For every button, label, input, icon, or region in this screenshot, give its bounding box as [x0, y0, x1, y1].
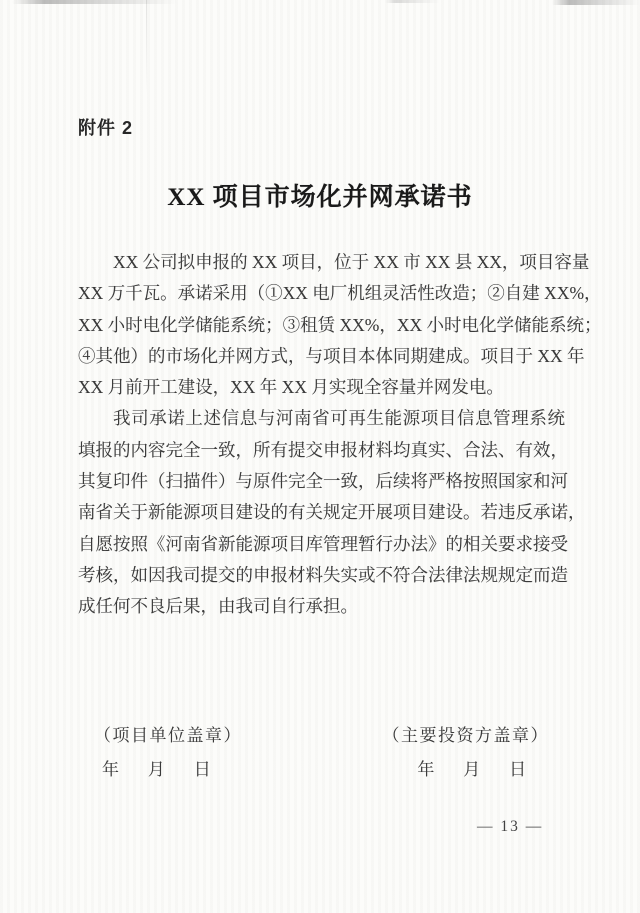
body-line: XX 公司拟申报的 XX 项目，位于 XX 市 XX 县 XX，项目容量	[113, 252, 590, 272]
project-unit-stamp-label: （项目单位盖章）	[94, 726, 242, 745]
document-title: XX 项目市场化并网承诺书	[167, 184, 473, 211]
attachment-label: 附件 2	[78, 118, 134, 138]
project-unit-date-line: 年 月 日	[102, 760, 217, 779]
body-line: 填报的内容完全一致，所有提交申报材料均真实、合法、有效，	[78, 439, 568, 460]
body-line: 南省关于新能源项目建设的有关规定开展项目建设。若违反承诺，	[78, 502, 586, 523]
body-line: 考核，如因我司提交的申报材料失实或不符合法律法规规定而造	[78, 564, 568, 585]
main-investor-stamp-label: （主要投资方盖章）	[382, 726, 549, 745]
page-number: — 13 —	[477, 818, 544, 835]
body-line: 其复印件（扫描件）与原件完全一致，后续将严格按照国家和河	[78, 471, 568, 492]
project-unit-signature-block	[94, 726, 242, 780]
signature-section	[78, 726, 565, 780]
body-line: XX 小时电化学储能系统；③租赁 XX%，XX 小时电化学储能系统；	[78, 314, 602, 335]
body-line: 我司承诺上述信息与河南省可再生能源项目信息管理系统	[113, 408, 565, 429]
body-line: 自愿按照《河南省新能源项目库管理暂行办法》的相关要求接受	[78, 533, 568, 554]
scan-artifact-top-right	[552, 0, 640, 5]
main-investor-date-line: 年 月 日	[417, 760, 533, 779]
body-line: ④其他）的市场化并网方式，与项目本体同期建成。项目于 XX 年	[78, 345, 585, 366]
scan-artifact-vertical-line	[146, 0, 147, 95]
body-text	[78, 247, 602, 623]
scan-artifact-top-left	[12, 0, 177, 4]
body-line: XX 月前开工建设，XX 年 XX 月实现全容量并网发电。	[78, 377, 504, 398]
main-investor-signature-block	[383, 726, 550, 780]
body-line: XX 万千瓦。承诺采用（①XX 电厂机组灵活性改造；②自建 XX%，	[78, 283, 602, 304]
body-line: 成任何不良后果，由我司自行承担。	[78, 596, 358, 617]
scan-artifact-top-middle	[385, 0, 440, 3]
